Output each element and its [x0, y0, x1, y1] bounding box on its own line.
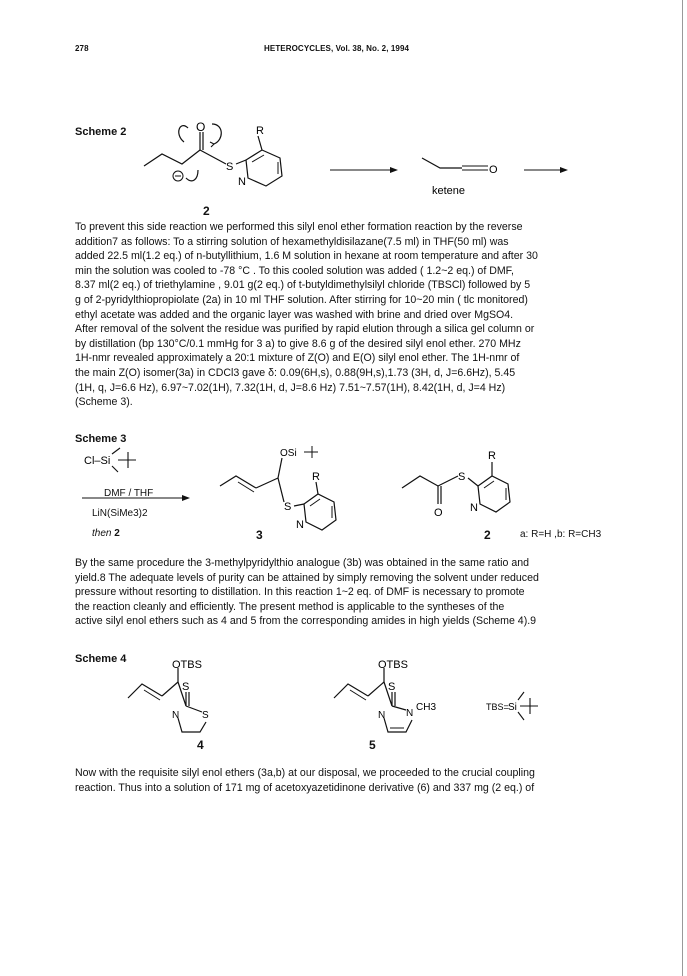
p1-line-9: by distillation (bp 130°C/0.1 mmHg for 3 a) to give 8.6 g of the desired silyl enol ether. 270 MHz — [75, 337, 521, 350]
s2-sulfur: S — [226, 161, 234, 173]
p1-line-7: ethyl acetate was added and the organic layer was washed with brine and dried over MgSO4. — [75, 308, 514, 321]
s3-c2-nitrogen: N — [470, 502, 478, 514]
p2-line-1: By the same procedure the 3-methylpyridylthio analogue (3b) was obtained in the same ratio and — [75, 557, 530, 569]
p1-line-2: addition7 as follows: To a stirring solution of hexamethyldisilazane(7.5 ml) in THF(50 ml) was — [75, 235, 509, 248]
s4-c5-nitrogen-2: N — [406, 708, 414, 719]
s3-then-word: then — [92, 528, 112, 539]
scheme-4-compound-4: 4 — [197, 738, 204, 752]
p2-line-5: active silyl enol ethers such as 4 and 5 from the corresponding amides in high yields (Scheme 4).9 — [75, 615, 537, 628]
s4-tbs-label: TBS= — [486, 702, 509, 712]
s4-tbs-si: Si — [508, 702, 517, 713]
scheme-3-compound-3: 3 — [256, 528, 263, 542]
s3-then-number: 2 — [114, 528, 120, 539]
s3-osi: OSi — [280, 448, 297, 459]
s3-nitrogen: N — [296, 519, 304, 531]
p1-line-5: 8.37 ml(2 eq.) of triethylamine , 9.01 g(2 eq.) of t-butyldimethylsilyl chloride (TBSCl) followed by 5 — [75, 279, 531, 292]
page-number: 278 — [75, 44, 89, 53]
running-header: HETEROCYCLES, Vol. 38, No. 2, 1994 — [264, 44, 410, 53]
s3-sulfur: S — [284, 501, 292, 513]
s4-c4-ring-s: S — [202, 710, 209, 721]
p1-line-11: the main Z(O) isomer(3a) in CDCl3 gave δ: 0.09(6H,s), 0.88(9H,s),1.73 (3H, d, J=6.6Hz), 5.45 — [75, 366, 516, 379]
scheme-2-label: Scheme 2 — [75, 126, 127, 138]
paragraph-2 — [75, 556, 623, 629]
s3-r-group: R — [312, 471, 320, 483]
paragraph-3 — [75, 766, 623, 795]
s4-c5-thione-s: S — [388, 681, 396, 693]
s3-reagent-dmf-thf: DMF / THF — [104, 488, 154, 499]
p1-line-4: min the solution was cooled to -78 °C . To this cooled solution was added ( 1.2~2 eq.) of DMF, — [75, 264, 514, 277]
scheme-4-compound-5: 5 — [369, 738, 376, 752]
scheme-3-compound-2: 2 — [484, 528, 491, 542]
s4-c4-thione-s: S — [182, 681, 190, 693]
scheme-3-label: Scheme 3 — [75, 433, 127, 445]
s4-c5-nitrogen-1: N — [378, 710, 386, 721]
scheme-2-structure — [140, 118, 680, 228]
s2-r-group: R — [256, 125, 264, 137]
scheme-4-structure — [120, 660, 680, 770]
s4-c5-otbs: OTBS — [378, 660, 408, 671]
s4-c4-otbs: OTBS — [172, 660, 202, 671]
s4-c4-nitrogen: N — [172, 710, 180, 721]
p1-line-10: 1H-nmr revealed approximately a 20:1 mixture of Z(O) and E(O) silyl enol ether. The 1H-nmr of — [75, 352, 520, 365]
scheme-3-legend: a: R=H ,b: R=CH3 — [520, 529, 602, 540]
s3-c2-sulfur: S — [458, 471, 466, 483]
s3-reagent-then — [92, 528, 120, 539]
s2-oxygen: O — [196, 120, 206, 134]
p1-line-8: After removal of the solvent the residue was purified by rapid elution through a silica gel column or — [75, 323, 535, 336]
p2-line-3: pressure without resorting to distillation. In this reaction 1~2 eq. of DMF is necessary to promote — [75, 586, 525, 599]
p2-line-2: yield.8 The adequate levels of purity can be attained by simply removing the solvent under reduced — [75, 571, 539, 584]
ketene-oxygen: O — [489, 164, 498, 176]
p1-line-13: (Scheme 3). — [75, 396, 133, 409]
s3-c2-r-group: R — [488, 450, 496, 462]
paragraph-1 — [75, 220, 623, 410]
s3-reagent-base: LiN(SiMe3)2 — [92, 508, 148, 519]
page-right-border — [682, 0, 683, 976]
s2-nitrogen: N — [238, 176, 246, 188]
scheme-2-compound-number: 2 — [203, 204, 210, 218]
ketene-label: ketene — [432, 185, 466, 197]
p1-line-12: (1H, q, J=6.6 Hz), 6.97~7.02(1H), 7.32(1H, d, J=8.6 Hz) 7.51~7.57(1H), 8.42(1H, d, J=4 Hz) — [75, 381, 506, 394]
p3-line-1: Now with the requisite silyl enol ethers (3a,b) at our disposal, we proceeded to the crucial coupling — [75, 767, 535, 779]
p1-line-6: g of 2-pyridylthiopropiolate (2a) in 10 ml THF solution. After stirring for 10~20 min ( tlc monitored) — [75, 293, 528, 306]
p2-line-4: the reaction cleanly and efficiently. The present method is applicable to the syntheses of the — [75, 600, 505, 613]
s3-reagent-clsi: Cl–Si — [84, 455, 111, 467]
p3-line-2: reaction. Thus into a solution of 171 mg of acetoxyazetidinone derivative (6) and 337 mg (2 eq.) of — [75, 781, 535, 794]
p1-line-1: To prevent this side reaction we performed this silyl enol ether formation reaction by the reverse — [75, 221, 523, 233]
scheme-4-label: Scheme 4 — [75, 653, 127, 665]
s4-c5-methyl: CH3 — [416, 702, 437, 713]
s3-c2-oxygen: O — [434, 507, 443, 519]
p1-line-3: added 22.5 ml(1.2 eq.) of n-butyllithium, 1.6 M solution in hexane at room temperature and after 30 — [75, 250, 538, 263]
